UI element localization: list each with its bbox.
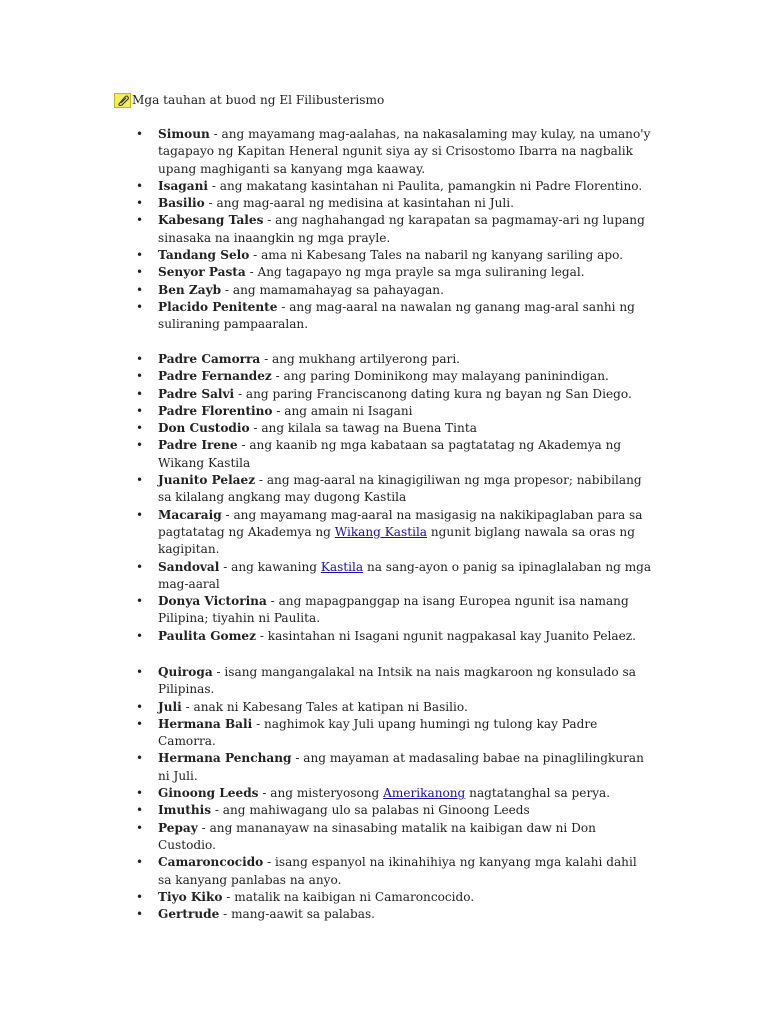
character-name: Isagani [158, 178, 208, 193]
document-icon [114, 93, 131, 108]
character-list-item [0, 264, 653, 281]
character-list-item [0, 212, 653, 247]
character-list-item [0, 699, 653, 716]
character-list-3 [0, 664, 768, 923]
wiki-link[interactable]: Wikang Kastila [334, 524, 428, 539]
character-description: - ang kilala sa tawag na Buena Tinta [249, 421, 477, 436]
character-name: Camaroncocido [158, 855, 264, 870]
bullet-icon: • [136, 820, 144, 835]
bullet-icon: • [136, 438, 144, 453]
character-description: - isang mangangalakal na Intsik na nais magkaroon ng konsulado sa Pilipinas. [158, 665, 636, 697]
bullet-icon: • [136, 473, 144, 488]
character-description: - ang kawaning [219, 559, 321, 574]
character-list-item [0, 386, 653, 403]
character-list-item [0, 802, 653, 819]
bullet-icon: • [136, 403, 144, 418]
character-description: - ang amain ni Isagani [272, 403, 413, 418]
character-name: Padre Salvi [158, 386, 235, 401]
character-name: Don Custodio [158, 421, 250, 436]
character-name: Padre Camorra [158, 352, 261, 366]
bullet-icon: • [136, 421, 144, 436]
character-list-item [0, 854, 653, 889]
character-name: Quiroga [158, 665, 213, 679]
bullet-icon: • [136, 803, 144, 818]
character-list-item [0, 126, 653, 178]
character-name: Juli [158, 699, 182, 714]
wiki-link[interactable]: Kastila [320, 559, 364, 574]
bullet-icon: • [136, 369, 144, 384]
character-list-1 [0, 126, 768, 334]
character-list-item [0, 507, 653, 559]
character-list-item [0, 437, 653, 472]
character-description: - ang mayaman at madasaling babae na pinaglilingkuran ni Juli. [158, 751, 644, 783]
bullet-icon: • [136, 889, 144, 904]
character-description: - ang naghahangad ng karapatan sa pagmamay-ari ng lupang sinasaka na inaangkin ng mga prayle. [158, 213, 645, 245]
character-list-item [0, 368, 653, 385]
bullet-icon: • [136, 196, 144, 211]
bullet-icon: • [136, 352, 144, 366]
character-list-item [0, 889, 653, 906]
character-description: - kasintahan ni Isagani ngunit nagpakasal kay Juanito Pelaez. [255, 628, 636, 643]
bullet-icon: • [136, 907, 144, 922]
character-description: - ang makatang kasintahan ni Paulita, pamangkin ni Padre Florentino. [207, 178, 643, 193]
character-list-item [0, 247, 653, 264]
character-description: - ang kaanib ng mga kabataan sa pagtatatag ng Akademya ng Wikang Kastila [158, 438, 622, 470]
character-list-2 [0, 351, 768, 645]
character-name: Simoun [158, 127, 210, 141]
document-title: Mga tauhan at buod ng El Filibusterismo [132, 93, 385, 107]
character-list-item [0, 628, 653, 645]
character-description-continued: ngunit biglang nawala sa oras ng kagipitan. [158, 524, 635, 557]
character-list-item [0, 472, 653, 507]
character-name: Hermana Bali [158, 716, 253, 731]
bullet-icon: • [136, 786, 144, 801]
character-list-item [0, 785, 653, 802]
character-description: - ang paring Franciscanong dating kura ng bayan ng San Diego. [234, 386, 632, 401]
character-name: Tiyo Kiko [158, 889, 223, 904]
character-description: - ang mag-aaral ng medisina at kasintahan ni Juli. [204, 196, 514, 211]
character-description: - ang mamamahayag sa pahayagan. [221, 282, 444, 297]
bullet-icon: • [136, 699, 144, 714]
character-name: Imuthis [158, 803, 212, 818]
bullet-icon: • [136, 265, 144, 280]
character-name: Hermana Penchang [158, 751, 292, 766]
bullet-icon: • [136, 559, 144, 574]
character-name: Donya Victorina [158, 594, 267, 609]
character-list-item [0, 351, 653, 368]
character-name: Padre Fernandez [158, 369, 272, 384]
character-description: - ang paring Dominikong may malayang paninindigan. [271, 369, 609, 384]
wiki-link[interactable]: Amerikanong [383, 786, 466, 801]
character-list-item [0, 820, 653, 855]
character-description: - anak ni Kabesang Tales at katipan ni Basilio. [181, 699, 468, 714]
character-description-continued: na sang-ayon o panig sa ipinaglalaban ng mga mag-aaral [158, 559, 652, 591]
bullet-icon: • [136, 507, 144, 522]
character-description: - ang mayamang mag-aalahas, na nakasalaming may kulay, na umano'y tagapayo ng Kapitan Heneral ngunit siya ay si Crisostomo Ibarra na nagbalik upang maghiganti sa kanyang mga kaaway. [158, 127, 651, 176]
character-name: Placido Penitente [158, 299, 278, 314]
character-description: - ang mag-aaral na kinagigiliwan ng mga propesor; nabibilang sa kilalang angkang may dugong Kastila [158, 473, 642, 505]
character-list-item [0, 403, 653, 420]
character-name: Basilio [158, 196, 205, 211]
character-name: Padre Florentino [158, 403, 273, 418]
bullet-icon: • [136, 751, 144, 766]
character-name: Senyor Pasta [158, 265, 246, 280]
bullet-icon: • [136, 628, 144, 643]
character-description: - ang mag-aaral na nawalan ng ganang mag-aral sanhi ng suliraning pampaaralan. [158, 299, 635, 332]
character-name: Sandoval [158, 559, 220, 574]
character-list-item [0, 559, 653, 594]
character-description: - ang mahiwagang ulo sa palabas ni Ginoong Leeds [211, 803, 530, 818]
character-name: Padre Irene [158, 438, 238, 453]
bullet-icon: • [136, 127, 144, 141]
character-list-item [0, 420, 653, 437]
bullet-icon: • [136, 282, 144, 297]
character-description: - matalik na kaibigan ni Camaroncocido. [222, 889, 475, 904]
character-description: - Ang tagapayo ng mga prayle sa mga suliraning legal. [245, 265, 585, 280]
character-description: - ama ni Kabesang Tales na nabaril ng kanyang sariling apo. [249, 248, 623, 263]
character-list-item [0, 906, 653, 923]
document-title-row [114, 91, 384, 109]
character-list-item [0, 664, 653, 699]
character-name: Tandang Selo [158, 248, 250, 263]
character-list-item [0, 195, 653, 212]
character-description: - ang mananayaw na sinasabing matalik na kaibigan daw ni Don Custodio. [158, 820, 596, 852]
character-name: Macaraig [158, 507, 222, 522]
character-description: - ang mukhang artilyerong pari. [260, 352, 461, 366]
bullet-icon: • [136, 248, 144, 263]
bullet-icon: • [136, 716, 144, 731]
bullet-icon: • [136, 178, 144, 193]
bullet-icon: • [136, 665, 144, 679]
character-name: Ben Zayb [158, 282, 222, 297]
character-list-item [0, 593, 653, 628]
character-description-continued: nagtatanghal sa perya. [465, 786, 611, 801]
character-list-item [0, 299, 653, 334]
character-list-item [0, 716, 653, 751]
bullet-icon: • [136, 299, 144, 314]
bullet-icon: • [136, 594, 144, 609]
character-name: Juanito Pelaez [158, 473, 256, 488]
character-name: Pepay [158, 820, 198, 835]
character-description: - ang mapagpanggap na isang Europea ngunit isa namang Pilipina; tiyahin ni Paulita. [158, 594, 629, 626]
character-list-item [0, 750, 653, 785]
bullet-icon: • [136, 855, 144, 870]
character-description: - isang espanyol na ikinahihiya ng kanyang mga kalahi dahil sa kanyang panlabas na anyo. [158, 855, 637, 887]
character-name: Ginoong Leeds [158, 786, 259, 801]
character-description: - naghimok kay Juli upang humingi ng tulong kay Padre Camorra. [158, 716, 598, 749]
character-description: - ang misteryosong [258, 786, 384, 801]
bullet-icon: • [136, 386, 144, 401]
character-name: Gertrude [158, 907, 220, 922]
character-name: Paulita Gomez [158, 628, 256, 643]
character-list-item [0, 282, 653, 299]
character-description: - mang-aawit sa palabas. [219, 907, 376, 922]
character-list-item [0, 178, 653, 195]
character-description: - ang mayamang mag-aaral na masigasig na nakikipaglaban para sa pagtatatag ng Akademya ng [158, 507, 643, 539]
character-name: Kabesang Tales [158, 213, 264, 228]
bullet-icon: • [136, 213, 144, 228]
